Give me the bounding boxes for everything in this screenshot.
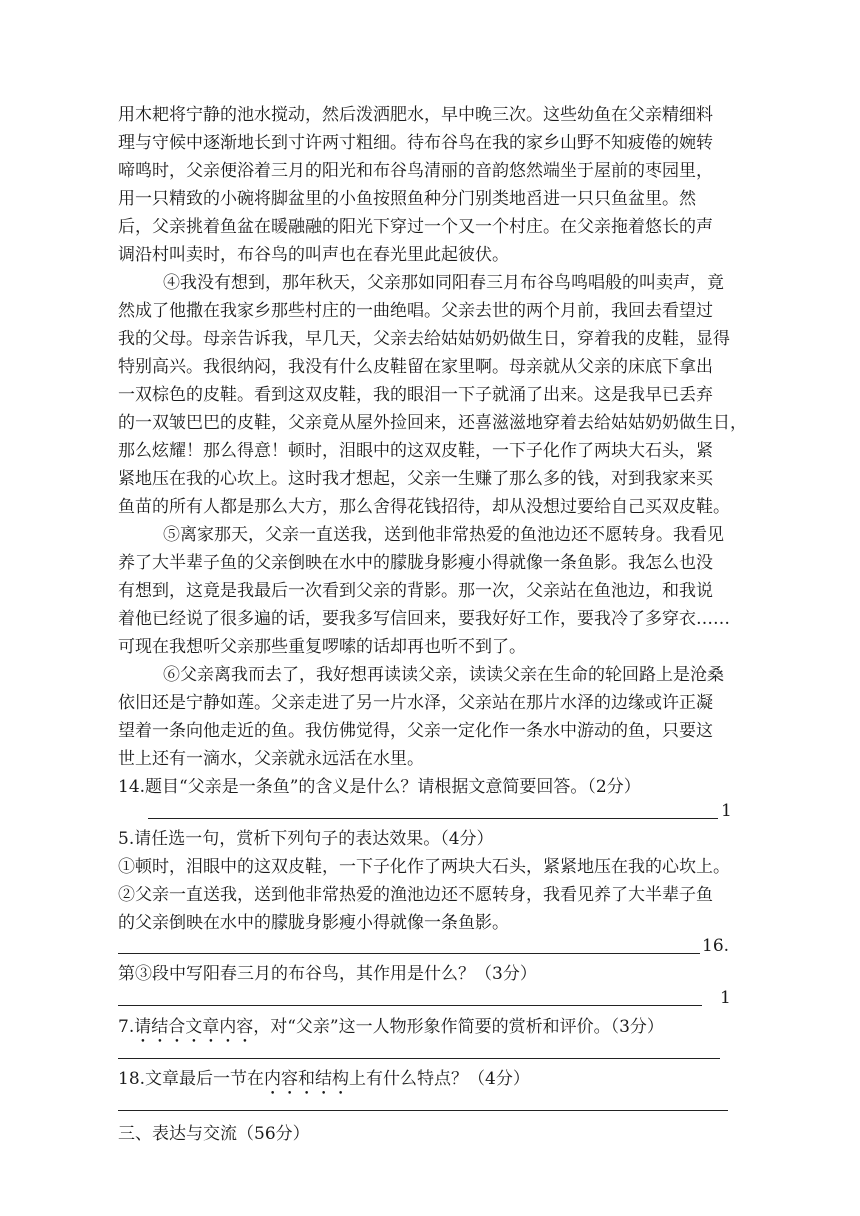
- p1-line-3: 啼鸣时，父亲便浴着三月的阳光和布谷鸟清丽的音韵悠然端坐于屋前的枣园里，: [118, 161, 713, 181]
- question-16: 第③段中写阳春三月的布谷鸟，其作用是什么？（3分）: [118, 964, 537, 984]
- answer-line-14[interactable]: [148, 818, 718, 819]
- question-15-sentence-2: ②父亲一直送我，送到他非常热爱的渔池边还不愿转身，我看见养了大半辈子鱼: [118, 885, 713, 905]
- section-3-heading: 三、表达与交流（56分）: [118, 1124, 310, 1144]
- question-17-text: ，对“父亲”这一人物形象作简要的赏析和评价。（3分）: [253, 1017, 664, 1037]
- question-18-number: 18.文章最后一节在: [118, 1069, 265, 1089]
- question-17-emphasis: 请结合文章内容: [134, 1017, 254, 1037]
- p5-line-1: ⑤离家那天，父亲一直送我，送到他非常热爱的鱼池边还不愿转身。我看见: [163, 525, 724, 545]
- answer-line-16[interactable]: [118, 1005, 702, 1006]
- p1-line-6: 调沿村叫卖时，布谷鸟的叫声也在春光里此起彼伏。: [118, 245, 509, 265]
- question-18-text: 上有什么特点？（4分）: [349, 1069, 530, 1089]
- answer-line-15[interactable]: [118, 953, 700, 954]
- p4-line-8: 紧地压在我的心坎上。这时我才想起，父亲一生赚了那么多的钱，对到我家来买: [118, 469, 713, 489]
- question-18: [118, 1067, 530, 1091]
- p4-line-2: 然成了他撒在我家乡那些村庄的一曲绝唱。父亲去世的两个月前，我回去看望过: [118, 301, 713, 321]
- p6-line-3: 望着一条向他走近的鱼。我仿佛觉得，父亲一定化作一条水中游动的鱼，只要这: [118, 721, 713, 741]
- p1-line-1: 用木耙将宁静的池水搅动，然后泼洒肥水，早中晚三次。这些幼鱼在父亲精细料: [118, 105, 713, 125]
- p5-line-5: 可现在我想听父亲那些重复啰嗦的话却再也听不到了。: [118, 637, 526, 657]
- p4-line-6: 的一双皱巴巴的皮鞋，父亲竟从屋外捡回来，还喜滋滋地穿着去给姑姑奶奶做生日，: [118, 413, 747, 433]
- p5-line-2: 养了大半辈子鱼的父亲倒映在水中的朦胧身影瘦小得就像一条鱼影。我怎么也没: [118, 553, 713, 573]
- question-18-emphasis: 内容和结构: [264, 1069, 350, 1089]
- p6-line-4: 世上还有一滴水，父亲就永远活在水里。: [118, 749, 424, 769]
- question-17-number: 7.: [118, 1017, 135, 1037]
- question-17-number-fragment: 1: [720, 988, 731, 1008]
- answer-line-18[interactable]: [118, 1110, 728, 1111]
- question-15: 5.请任选一句，赏析下列句子的表达效果。（4分）: [118, 829, 494, 849]
- p4-line-3: 我的父母。母亲告诉我，早几天，父亲去给姑姑奶奶做生日，穿着我的皮鞋，显得: [118, 329, 730, 349]
- p4-line-5: 一双棕色的皮鞋。看到这双皮鞋，我的眼泪一下子就涌了出来。这是我早已丢弃: [118, 385, 713, 405]
- p1-line-5: 后，父亲挑着鱼盆在暖融融的阳光下穿过一个又一个村庄。在父亲拖着悠长的声: [118, 217, 713, 237]
- p5-line-4: 着他已经说了很多遍的话，要我多写信回来，要我好好工作，要我冷了多穿衣……: [118, 609, 730, 629]
- p5-line-3: 有想到，这竟是我最后一次看到父亲的背影。那一次，父亲站在鱼池边，和我说: [118, 581, 713, 601]
- p4-line-4: 特别高兴。我很纳闷，我没有什么皮鞋留在家里啊。母亲就从父亲的床底下拿出: [118, 357, 713, 377]
- p1-line-2: 理与守候中逐渐地长到寸许两寸粗细。待布谷鸟在我的家乡山野不知疲倦的婉转: [118, 133, 713, 153]
- question-16-number-fragment: 16.: [702, 936, 730, 956]
- p6-line-1: ⑥父亲离我而去了，我好想再读读父亲，读读父亲在生命的轮回路上是沧桑: [163, 665, 724, 685]
- p6-line-2: 依旧还是宁静如莲。父亲走进了另一片水泽，父亲站在那片水泽的边缘或许正凝: [118, 693, 713, 713]
- p4-line-9: 鱼苗的所有人都是那么大方，那么舍得花钱招待，却从没想过要给自己买双皮鞋。: [118, 497, 730, 517]
- p4-line-1: ④我没有想到，那年秋天，父亲那如同阳春三月布谷鸟鸣唱般的叫卖声，竟: [163, 273, 724, 293]
- question-15-sentence-1: ①顿时，泪眼中的这双皮鞋，一下子化作了两块大石头，紧紧地压在我的心坎上。: [118, 857, 730, 877]
- p1-line-4: 用一只精致的小碗将脚盆里的小鱼按照鱼种分门别类地舀进一只只鱼盆里。然: [118, 189, 696, 209]
- question-15-sentence-2-cont: 的父亲倒映在水中的朦胧身影瘦小得就像一条鱼影。: [118, 913, 509, 933]
- answer-line-17[interactable]: [118, 1058, 720, 1059]
- question-17: [118, 1015, 664, 1039]
- p4-line-7: 那么炫耀！那么得意！顿时，泪眼中的这双皮鞋，一下子化作了两块大石头，紧: [118, 441, 713, 461]
- question-15-number-fragment: 1: [721, 801, 732, 821]
- question-14: 14.题目“父亲是一条鱼”的含义是什么？请根据文意简要回答。（2分）: [118, 777, 641, 797]
